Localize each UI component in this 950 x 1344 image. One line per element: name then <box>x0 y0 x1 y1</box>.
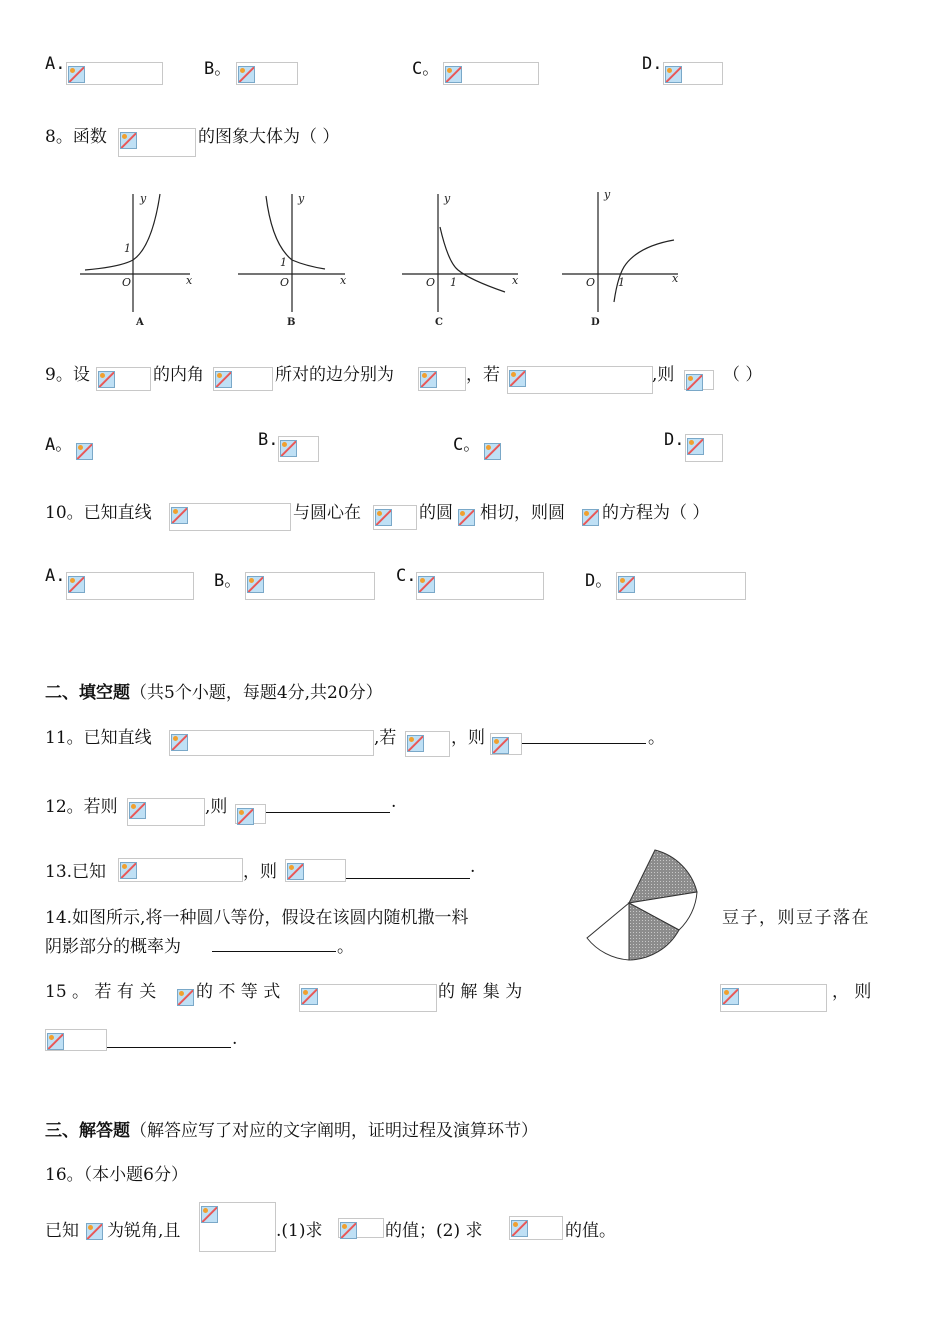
q10-option-b-label: B。 <box>214 571 242 591</box>
q15-answer-blank[interactable] <box>107 1047 231 1048</box>
q7-option-c-formula-image <box>443 62 539 85</box>
q10-option-c-label: C. <box>396 566 417 586</box>
q8-graphs <box>40 182 700 332</box>
graph-a-mark: 1 <box>124 242 131 255</box>
q11-t4: 。 <box>648 728 665 748</box>
q13-t3: . <box>470 857 476 877</box>
q9-sides-image <box>418 367 466 391</box>
q9-option-b-image <box>278 436 319 462</box>
q9-t2: 的内角 <box>153 365 204 385</box>
graph-a-x-label: x <box>186 274 193 287</box>
q14-answer-blank[interactable] <box>212 951 336 952</box>
q16-head: 16。（本小题6分） <box>45 1165 188 1185</box>
q12-t3: . <box>391 792 397 812</box>
graph-b-origin: O <box>280 276 290 289</box>
section3-note: （解答应写了对应的文字阐明，证明过程及演算环节） <box>130 1121 538 1141</box>
q9-option-a-image <box>75 440 94 461</box>
q7-option-a-formula-image <box>66 62 163 85</box>
q13-given-image <box>118 858 243 882</box>
q9-option-c-label: C。 <box>453 435 481 455</box>
q10-circle-image <box>457 506 479 528</box>
q7-option-a-label: A. <box>45 54 66 74</box>
graph-d-mark: 1 <box>618 276 625 289</box>
q11-t1: 11。已知直线 <box>45 728 152 748</box>
q9-angles-image <box>213 367 273 391</box>
q13-target-image <box>285 859 346 882</box>
q10-t5: 的方程为（ ） <box>602 503 710 523</box>
q15-t4: ， 则 <box>832 982 872 1002</box>
q16-given-image <box>199 1202 276 1252</box>
q10-t4: 相切，则圆 <box>480 503 565 523</box>
q10-option-a-image <box>66 572 194 600</box>
q9-triangle-image <box>96 367 151 391</box>
q15-t1: 15 。 若 有 关 <box>45 982 157 1002</box>
graph-d-caption: D <box>591 317 600 328</box>
q16-t4: 的值；(2) 求 <box>385 1221 483 1241</box>
q14-circle-figure <box>582 842 706 972</box>
q9-t4: ，若 <box>466 365 500 385</box>
graph-d-origin: O <box>586 276 596 289</box>
q10-t3: 的圆 <box>419 503 453 523</box>
q10-option-a-label: A. <box>45 566 66 586</box>
q7-option-d-formula-image <box>663 62 723 85</box>
q15-inequality-image <box>299 984 437 1012</box>
q10-circle2-image <box>581 506 603 528</box>
q9-target-image <box>684 370 714 390</box>
q10-center-image <box>373 505 417 530</box>
q9-t3: 所对的边分别为 <box>275 365 394 385</box>
graph-b-caption: B <box>287 317 296 328</box>
q10-t1: 10。已知直线 <box>45 503 152 523</box>
q14-t3: 阴影部分的概率为 <box>45 937 181 957</box>
graph-a-origin: O <box>122 276 132 289</box>
q13-t2: ，则 <box>243 862 277 882</box>
q14-t4: 。 <box>337 937 354 957</box>
graph-a <box>80 194 190 312</box>
q15-solution-image <box>720 984 827 1012</box>
q12-answer-blank[interactable] <box>266 812 390 813</box>
graph-d-x-label: x <box>672 272 679 285</box>
q9-condition-image <box>507 366 653 394</box>
q10-t2: 与圆心在 <box>293 503 361 523</box>
section3-title: 三、解答题 <box>45 1121 130 1141</box>
q9-option-d-label: D. <box>664 430 685 450</box>
q9-option-c-image <box>483 440 502 461</box>
graph-c-caption: C <box>435 317 443 328</box>
section3-heading <box>45 1116 538 1141</box>
q11-t2: ,若 <box>374 728 397 748</box>
q14-t2: 豆子，则豆子落在 <box>722 908 870 928</box>
q16-angle-image <box>85 1220 106 1241</box>
graph-b-y-label: y <box>298 192 305 205</box>
section2-note: （共5个小题，每题4分,共20分） <box>130 683 383 703</box>
graph-c-origin: O <box>426 276 436 289</box>
graph-b-mark: 1 <box>280 256 287 269</box>
q9-t6: （ ） <box>723 365 763 385</box>
section2-heading <box>45 678 383 703</box>
q15-variable-image <box>176 986 196 1008</box>
q12-target-image <box>235 804 266 824</box>
q10-option-d-image <box>616 572 746 600</box>
graph-d-y-label: y <box>604 188 611 201</box>
q9-t5: ,则 <box>652 365 675 385</box>
q11-condition-image <box>405 731 450 757</box>
q12-t2: ,则 <box>205 797 228 817</box>
graph-d <box>562 192 678 312</box>
q7-option-b-formula-image <box>236 62 298 85</box>
graph-c-y-label: y <box>444 192 451 205</box>
q15-t2: 的 不 等 式 <box>196 982 281 1002</box>
graph-c <box>402 194 518 312</box>
q15-t3: 的 解 集 为 <box>438 982 523 1002</box>
q7-option-c-label: C。 <box>412 59 440 79</box>
q8-number: 8。函数 <box>45 127 107 147</box>
q16-t1: 已知 <box>45 1221 79 1241</box>
q11-t3: ，则 <box>451 728 485 748</box>
q13-t1: 13.已知 <box>45 862 107 882</box>
q7-option-d-label: D. <box>642 54 663 74</box>
q13-answer-blank[interactable] <box>346 878 470 879</box>
q10-option-b-image <box>245 572 375 600</box>
q16-part1-image <box>338 1218 384 1238</box>
q7-option-b-label: B。 <box>204 59 232 79</box>
q8-tail: 的图象大体为（ ） <box>198 127 340 147</box>
q12-condition-image <box>127 798 205 826</box>
graph-b-x-label: x <box>340 274 347 287</box>
q11-answer-blank[interactable] <box>522 743 646 744</box>
q16-part2-image <box>509 1216 563 1240</box>
graph-a-caption: A <box>136 317 144 328</box>
q16-t3: .(1)求 <box>276 1221 323 1241</box>
q15-target-image <box>45 1029 107 1051</box>
graph-c-mark: 1 <box>450 276 457 289</box>
q11-line-image <box>169 730 374 756</box>
q12-t1: 12。若则 <box>45 797 118 817</box>
graph-a-y-label: y <box>140 192 147 205</box>
q15-t5: . <box>232 1029 238 1049</box>
q10-option-c-image <box>416 572 544 600</box>
q8-function-formula-image <box>118 128 196 157</box>
q9-option-b-label: B. <box>258 430 279 450</box>
graph-b <box>238 194 345 312</box>
q9-option-d-image <box>685 434 723 462</box>
graph-c-x-label: x <box>512 274 519 287</box>
q11-target-image <box>490 733 522 755</box>
q9-option-a-label: A。 <box>45 435 73 455</box>
q9-t1: 9。设 <box>45 365 90 385</box>
q14-t1: 14.如图所示,将一种圆八等份，假设在该圆内随机撒一料 <box>45 908 469 928</box>
section2-title: 二、填空题 <box>45 683 130 703</box>
q16-t5: 的值。 <box>565 1221 616 1241</box>
q10-line-image <box>169 503 291 531</box>
q16-t2: 为锐角,且 <box>107 1221 181 1241</box>
q10-option-d-label: D。 <box>585 571 613 591</box>
